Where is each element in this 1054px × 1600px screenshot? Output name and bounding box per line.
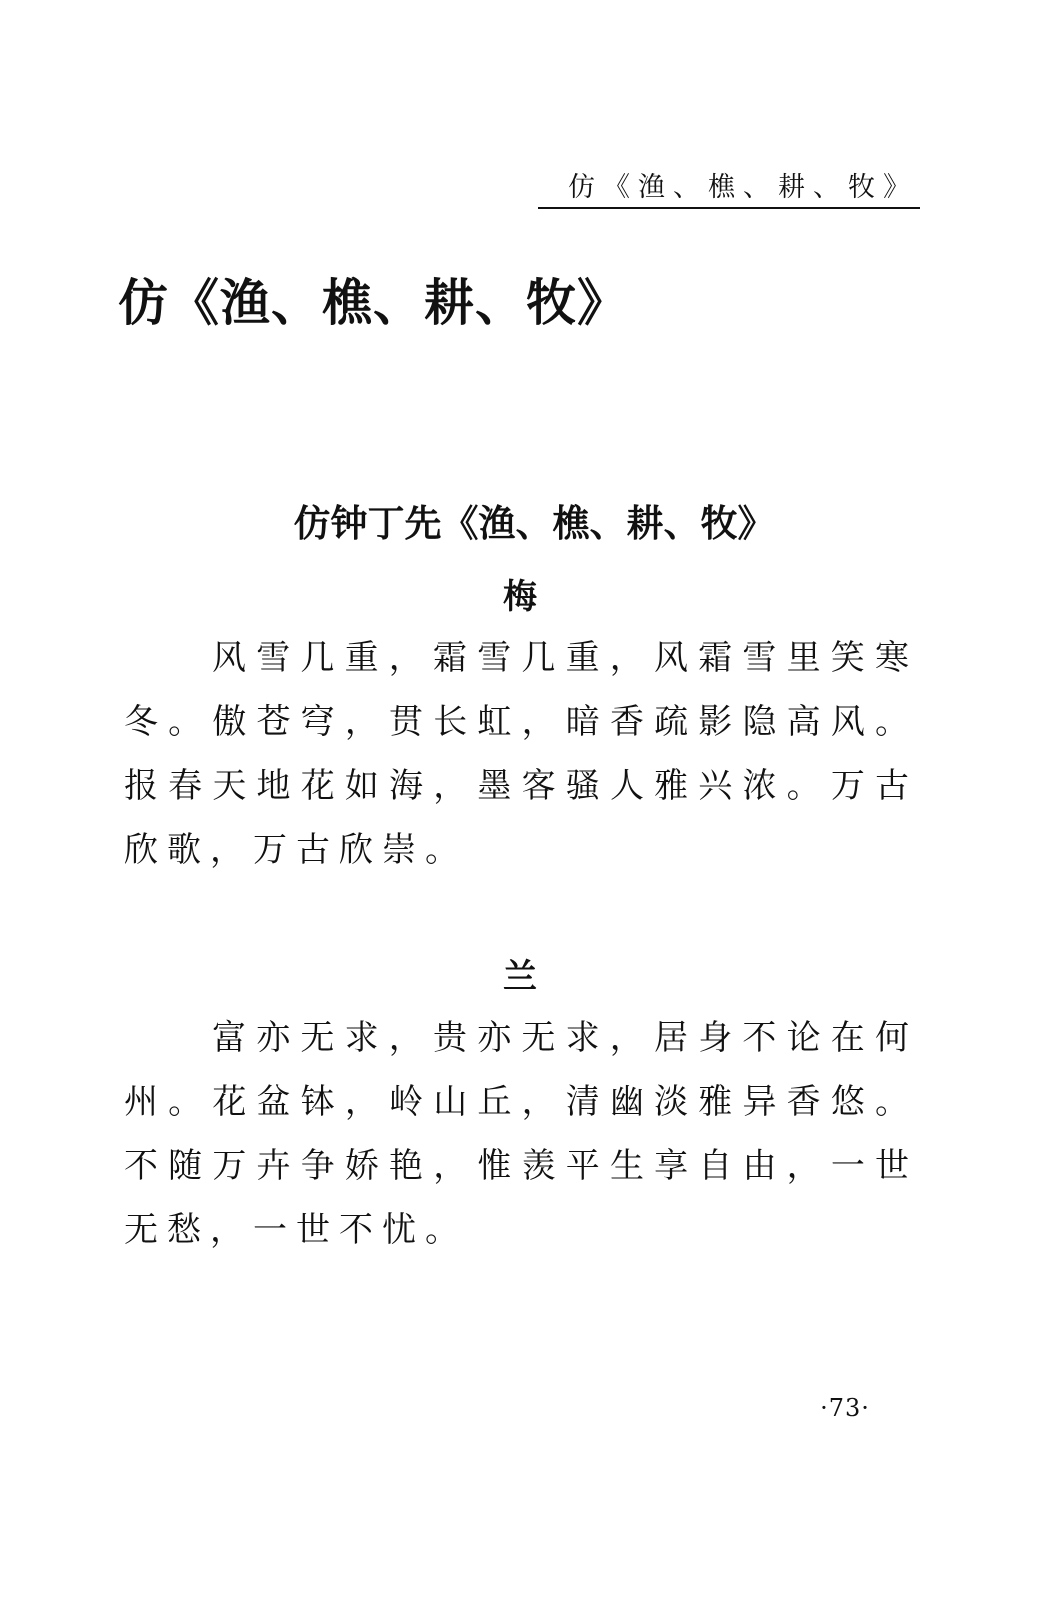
header-rule [538,207,920,209]
running-header: 仿《渔、樵、耕、牧》 [568,172,918,203]
poem-body-orchid: 富亦无求，贵亦无求，居身不论在何州。花盆钵，岭山丘，清幽淡雅异香悠。不随万卉争娇艳，惟羡平生享自由，一世无愁，一世不忧。 [124,1018,918,1250]
chapter-title: 仿《渔、樵、耕、牧》 [118,274,628,332]
poem-title-plum: 梅 [503,577,537,617]
poem-title-orchid: 兰 [503,957,537,997]
section-title: 仿钟丁先《渔、樵、耕、牧》 [293,501,775,545]
poem-body-plum: 风雪几重，霜雪几重，风霜雪里笑寒冬。傲苍穹，贯长虹，暗香疏影隐高风。报春天地花如海，墨客骚人雅兴浓。万古欣歌，万古欣崇。 [124,638,918,870]
page-number: ·73· [820,1394,870,1422]
